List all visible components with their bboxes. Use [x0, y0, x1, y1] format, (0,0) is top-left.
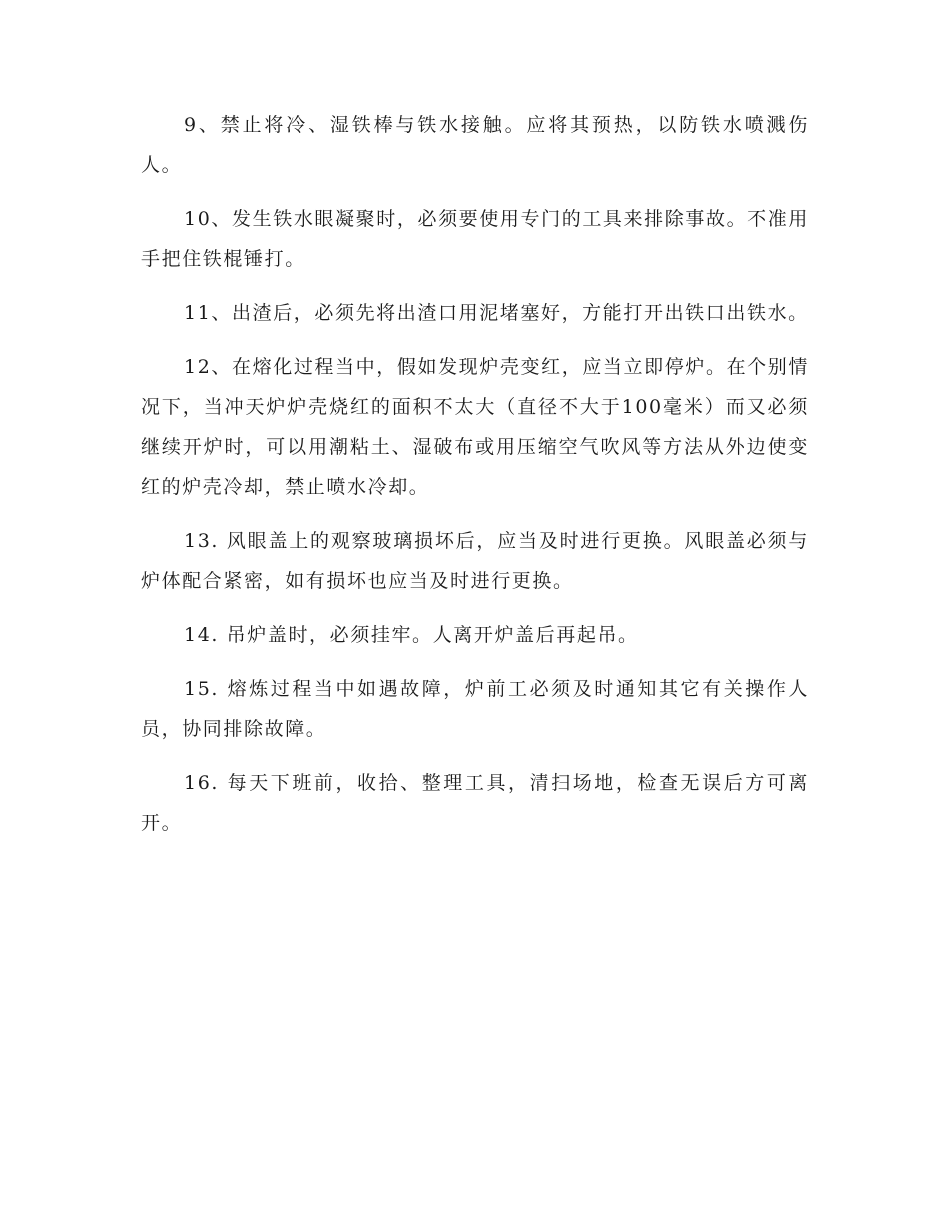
- paragraph-item-9: 9、禁止将冷、湿铁棒与铁水接触。应将其预热，以防铁水喷溅伤人。: [141, 114, 809, 176]
- paragraph-item-11: 11、出渣后，必须先将出渣口用泥堵塞好，方能打开出铁口出铁水。: [184, 302, 809, 324]
- paragraph-item-14: 14. 吊炉盖时，必须挂牢。人离开炉盖后再起吊。: [184, 624, 639, 646]
- paragraph-item-15: 15. 熔炼过程当中如遇故障，炉前工必须及时通知其它有关操作人员，协同排除故障。: [141, 678, 809, 740]
- paragraph-item-10: 10、发生铁水眼凝聚时，必须要使用专门的工具来排除事故。不准用手把住铁棍锤打。: [141, 208, 809, 270]
- paragraph-item-12: 12、在熔化过程当中，假如发现炉壳变红，应当立即停炉。在个别情况下，当冲天炉炉壳烧红的面积不太大（直径不大于100毫米）而又必须继续开炉时，可以用潮粘土、湿破布或用压缩空气吹风等方法从外边使变红的炉壳冷却，禁止喷水冷却。: [141, 356, 809, 498]
- paragraph-item-16: 16. 每天下班前，收拾、整理工具，清扫场地，检查无误后方可离开。: [141, 772, 809, 834]
- document-body: [141, 105, 809, 857]
- paragraph-item-13: 13. 风眼盖上的观察玻璃损坏后，应当及时进行更换。风眼盖必须与炉体配合紧密，如有损坏也应当及时进行更换。: [141, 530, 809, 592]
